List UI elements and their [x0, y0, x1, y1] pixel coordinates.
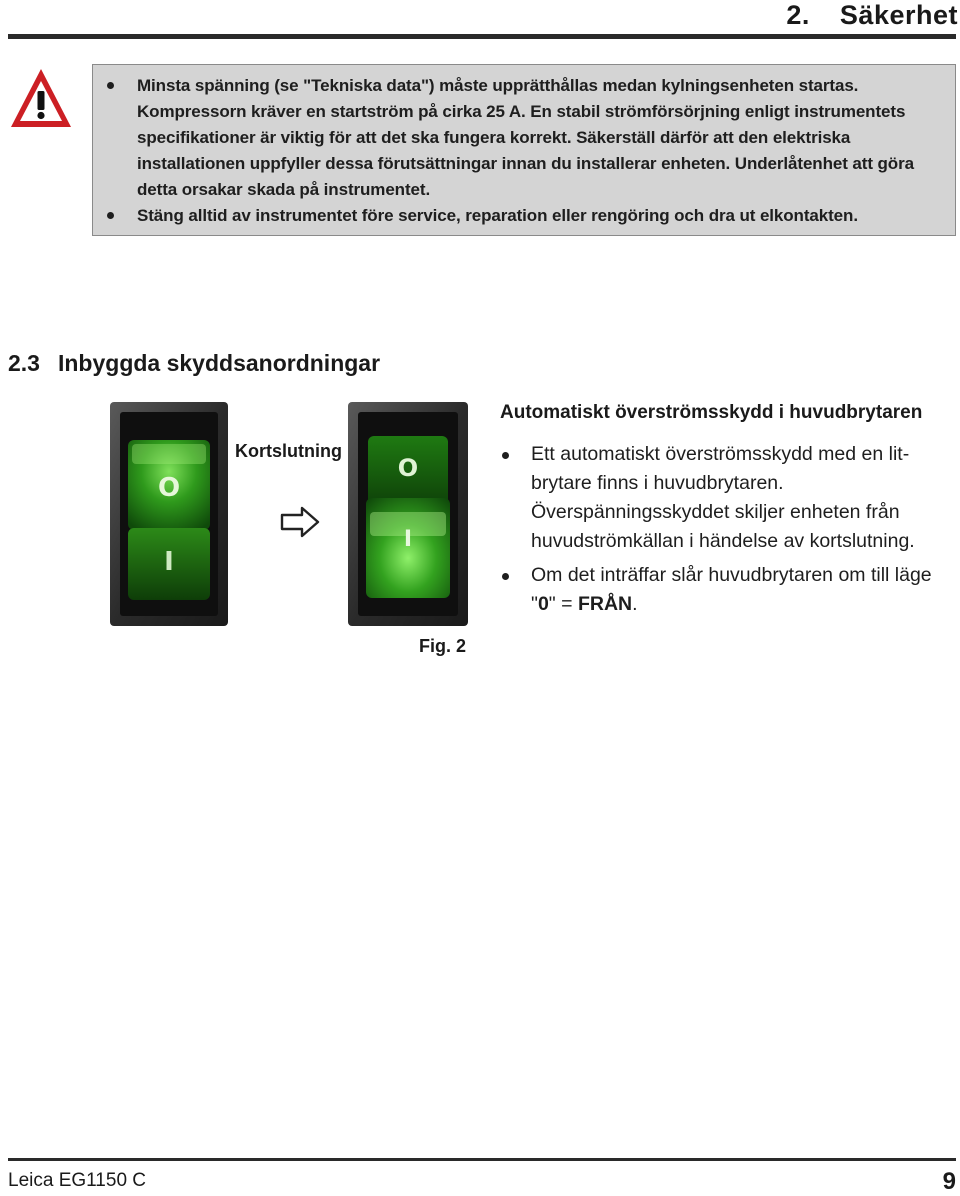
chapter-number: 2. [786, 0, 810, 30]
figure-caption: Fig. 2 [419, 636, 467, 656]
warning-list [93, 65, 955, 229]
chapter-title [786, 0, 958, 31]
rocker-switch-tripped-image [348, 402, 468, 626]
footer-divider [8, 1158, 956, 1161]
warning-triangle-icon [8, 66, 74, 132]
warning-item: Minsta spänning (se "Tekniska data") måste upprätthållas medan kylningsenheten startas. Kompressorn kräver en startström på cirka 25 A. En stabil strömförsörjning enligt instrumentets specifikationer är viktig för att det ska fungera korrekt. Säkerställ därför att den elektriska installationen uppfyller dessa förutsättningar innan du installerar enheten. Underlåtenhet att göra detta orsakar skada på instrumentet. [137, 73, 945, 203]
product-name: Leica EG1150 C [8, 1170, 147, 1191]
section-number: 2.3 [8, 350, 40, 376]
chapter-name: Säkerhet [839, 0, 958, 30]
svg-text:O: O [397, 454, 419, 482]
short-circuit-label: Kortslutning [235, 441, 342, 461]
svg-text:I: I [164, 547, 174, 577]
subsection-heading: Automatiskt överströmsskydd i huvudbrytaren [500, 402, 923, 423]
warning-box [92, 64, 956, 236]
protection-list [500, 440, 960, 624]
section-heading [8, 350, 380, 377]
warning-item: Stäng alltid av instrumentet före service, reparation eller rengöring och dra ut elkontakten. [137, 203, 945, 229]
svg-text:I: I [403, 527, 413, 552]
header-divider [8, 34, 956, 39]
protection-item: Ett automatiskt överströmsskydd med en lit-brytare finns i huvudbrytaren. Överspänningsskyddet skiljer enheten från huvudströmkällan i händelse av kortslutning. [500, 440, 960, 556]
rocker-switch-on-image [110, 402, 228, 626]
page-number: 9 [942, 1168, 956, 1195]
arrow-right-icon [280, 505, 320, 539]
protection-item: Om det inträffar slår huvudbrytaren om till läge "0" = FRÅN. [500, 561, 960, 619]
svg-text:O: O [157, 473, 181, 503]
section-title: Inbyggda skyddsanordningar [57, 350, 381, 376]
